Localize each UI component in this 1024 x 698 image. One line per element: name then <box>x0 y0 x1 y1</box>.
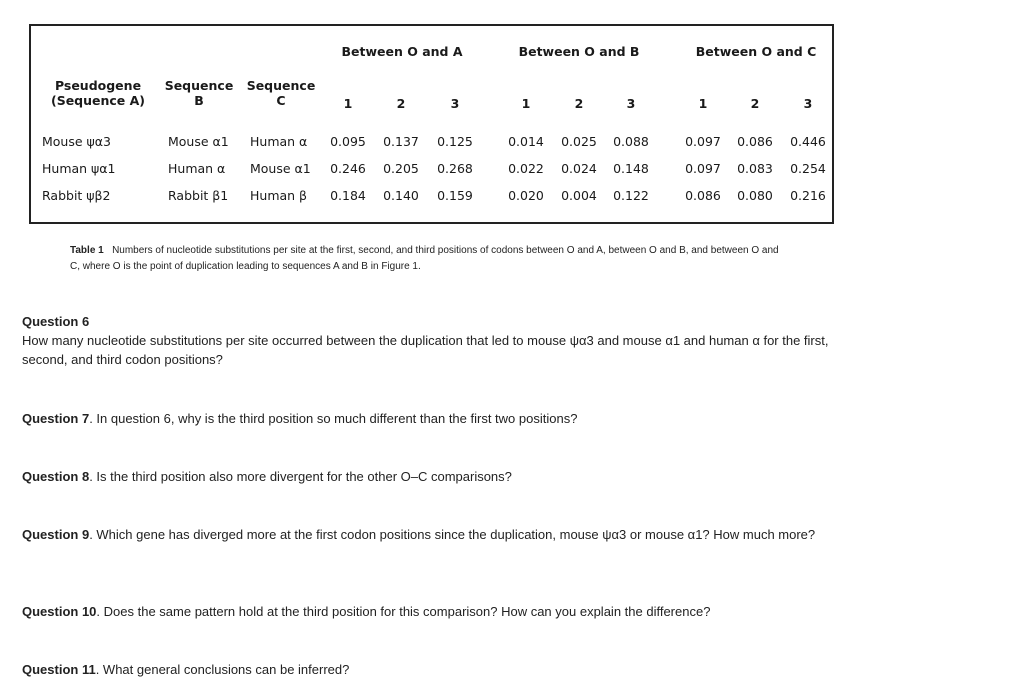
row1-oa-3: 0.125 <box>437 134 473 149</box>
row3-oc-3: 0.216 <box>790 188 826 203</box>
row3-ob-3: 0.122 <box>613 188 649 203</box>
row2-oc-3: 0.254 <box>790 161 826 176</box>
col-header-pseudogene-line2: (Sequence A) <box>50 93 146 108</box>
col-header-seq-b <box>165 78 234 108</box>
row1-oc-1: 0.097 <box>685 134 721 149</box>
pos-oc-2: 2 <box>750 96 760 111</box>
question-8 <box>22 467 832 486</box>
question-9-label: Question 9 <box>22 527 90 542</box>
question-7 <box>22 409 832 428</box>
question-6 <box>22 312 832 369</box>
row2-oc-1: 0.097 <box>685 161 721 176</box>
row3-seq-b: Rabbit β1 <box>168 188 229 203</box>
row2-oa-1: 0.246 <box>330 161 366 176</box>
col-header-seq-c-line1: Sequence <box>246 78 316 93</box>
row3-oc-1: 0.086 <box>685 188 721 203</box>
pos-oc-1: 1 <box>698 96 708 111</box>
row3-oa-1: 0.184 <box>330 188 366 203</box>
pos-oa-1: 1 <box>343 96 353 111</box>
group-header-oa: Between O and A <box>341 44 463 59</box>
pos-oa-2: 2 <box>396 96 406 111</box>
col-header-pseudogene <box>51 78 145 108</box>
col-header-seq-b-line1: Sequence <box>164 78 234 93</box>
question-6-text: How many nucleotide substitutions per site occurred between the duplication that led to mouse ψα3 and mouse α1 and human α for the first, second, and third codon positions? <box>22 333 829 367</box>
col-header-seq-b-line2: B <box>194 93 204 108</box>
question-11-text: . What general conclusions can be inferred? <box>95 662 350 677</box>
question-11-label: Question 11 <box>22 662 96 677</box>
row1-seq-b: Mouse α1 <box>168 134 229 149</box>
row1-ob-2: 0.025 <box>561 134 597 149</box>
question-11 <box>22 660 832 679</box>
row2-ob-3: 0.148 <box>613 161 649 176</box>
caption-label: Table 1 <box>70 245 104 256</box>
question-8-text: . Is the third position also more divergent for the other O–C comparisons? <box>89 469 512 484</box>
row2-seq-c: Mouse α1 <box>250 161 311 176</box>
row3-oa-2: 0.140 <box>383 188 419 203</box>
pos-oc-3: 3 <box>803 96 813 111</box>
caption-text: Numbers of nucleotide substitutions per site at the first, second, and third positions of codons between O and A, between O and B, and between O and C, where O is the point of duplication leading to sequences A and B in Figure 1. <box>70 245 779 272</box>
row3-ob-1: 0.020 <box>508 188 544 203</box>
row3-seq-a: Rabbit ψβ2 <box>42 188 111 203</box>
row3-oc-2: 0.080 <box>737 188 773 203</box>
col-header-seq-c-line2: C <box>276 93 286 108</box>
row1-oc-2: 0.086 <box>737 134 773 149</box>
pos-ob-3: 3 <box>626 96 636 111</box>
row2-oa-2: 0.205 <box>383 161 419 176</box>
table-caption <box>70 243 790 275</box>
col-header-seq-c <box>247 78 316 108</box>
question-7-label: Question 7 <box>22 411 90 426</box>
row1-oc-3: 0.446 <box>790 134 826 149</box>
question-7-text: . In question 6, why is the third position so much different than the first two positions? <box>89 411 578 426</box>
question-10-label: Question 10 <box>22 604 97 619</box>
group-header-oc: Between O and C <box>695 44 817 59</box>
pos-oa-3: 3 <box>450 96 460 111</box>
row2-ob-2: 0.024 <box>561 161 597 176</box>
row1-seq-c: Human α <box>250 134 308 149</box>
row1-oa-2: 0.137 <box>383 134 419 149</box>
row2-ob-1: 0.022 <box>508 161 544 176</box>
row1-ob-3: 0.088 <box>613 134 649 149</box>
question-9 <box>22 525 832 544</box>
row3-seq-c: Human β <box>250 188 308 203</box>
pos-ob-1: 1 <box>521 96 531 111</box>
question-10 <box>22 602 832 621</box>
group-header-ob: Between O and B <box>518 44 640 59</box>
pos-ob-2: 2 <box>574 96 584 111</box>
row2-seq-b: Human α <box>168 161 226 176</box>
col-header-pseudogene-line1: Pseudogene <box>54 78 142 93</box>
question-6-label: Question 6 <box>22 314 90 329</box>
row3-oa-3: 0.159 <box>437 188 473 203</box>
row2-oc-2: 0.083 <box>737 161 773 176</box>
substitution-table <box>29 24 834 224</box>
question-10-text: . Does the same pattern hold at the third position for this comparison? How can you explain the difference? <box>96 604 711 619</box>
row3-ob-2: 0.004 <box>561 188 597 203</box>
question-8-label: Question 8 <box>22 469 90 484</box>
row1-seq-a: Mouse ψα3 <box>42 134 111 149</box>
question-9-text: . Which gene has diverged more at the first codon positions since the duplication, mouse ψα3 or mouse α1? How much more? <box>89 527 816 542</box>
row2-oa-3: 0.268 <box>437 161 473 176</box>
row1-oa-1: 0.095 <box>330 134 366 149</box>
row1-ob-1: 0.014 <box>508 134 544 149</box>
row2-seq-a: Human ψα1 <box>42 161 116 176</box>
